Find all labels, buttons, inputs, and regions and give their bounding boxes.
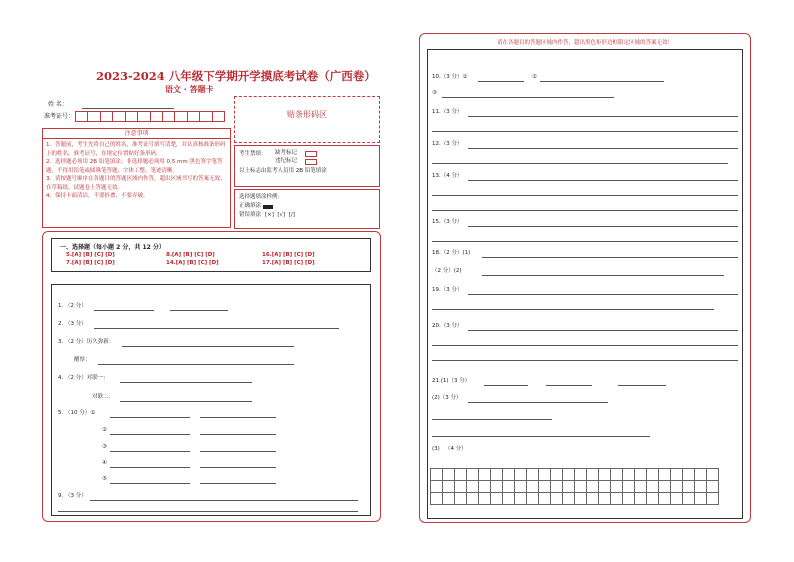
q10-label: 10.（3 分）① [432, 74, 468, 80]
q18b-answer-line[interactable] [482, 275, 724, 276]
q5-answer-line[interactable] [200, 467, 276, 468]
q13-label: 13.（4 分） [432, 173, 463, 179]
q10-mark: ② [532, 74, 537, 80]
notice-box [42, 128, 231, 228]
absent-label: 缺考标记 [275, 150, 298, 156]
q21b-answer-line[interactable] [432, 436, 650, 437]
q18-answer-line[interactable] [482, 257, 738, 258]
right-answer-box [427, 49, 743, 519]
barcode-area [234, 96, 380, 143]
q1-answer-line[interactable] [94, 310, 154, 311]
name-field[interactable] [82, 108, 174, 109]
q2-answer-line[interactable] [94, 328, 339, 329]
mc-option-row[interactable]: 14.[A] [B] [C] [D] [166, 260, 219, 266]
q10-answer-line[interactable] [540, 81, 664, 82]
q21c-label: (3) （4 分） [432, 446, 467, 452]
q18-label: 18.（2 分）(1) [432, 250, 471, 256]
q9-label: 9. （3 分） [58, 493, 87, 499]
q19-answer-line[interactable] [468, 294, 738, 295]
q15-answer-line[interactable] [432, 241, 738, 242]
q13-answer-line[interactable] [432, 195, 738, 196]
q9-answer-line[interactable] [58, 511, 358, 512]
q13-answer-line[interactable] [432, 210, 738, 211]
q21-answer-line[interactable] [546, 385, 592, 386]
name-label: 姓 名： [48, 101, 68, 108]
status-note: 以上标志由监考人员用 2B 铅笔填涂 [239, 168, 327, 174]
q5-answer-line[interactable] [200, 417, 276, 418]
correct-label: 正确填涂 [239, 203, 262, 209]
q4-answer-line[interactable] [120, 382, 252, 383]
q10-answer-line[interactable] [442, 97, 614, 98]
sample-title: 选择题填涂样例： [239, 194, 284, 200]
q4b-label: 对联二： [92, 394, 115, 400]
q5-label: 5. （10 分）① [58, 410, 96, 416]
q21b-answer-line[interactable] [468, 402, 608, 403]
q21b-answer-line[interactable] [432, 419, 552, 420]
right-page [419, 33, 751, 523]
wrong-label: 错误填涂 [239, 212, 262, 218]
mc-option-row[interactable]: 7.[A] [B] [C] [D] [66, 260, 115, 266]
q5-answer-line[interactable] [110, 434, 190, 435]
violation-checkbox[interactable] [305, 159, 317, 165]
q20-answer-line[interactable] [432, 345, 738, 346]
q5-answer-line[interactable] [110, 467, 190, 468]
q3-answer-line[interactable] [122, 346, 294, 347]
q12-answer-line[interactable] [468, 148, 738, 149]
q5-mark: ③ [102, 444, 107, 450]
mc-option-row[interactable]: 8.[A] [B] [C] [D] [166, 252, 215, 258]
barcode-label: 贴条形码区 [287, 110, 327, 119]
q21-answer-line[interactable] [618, 385, 666, 386]
q10-mark: ③ [432, 90, 437, 96]
q3b-label: 醋厚： [74, 357, 91, 363]
exam-subtitle: 语文 · 答题卡 [165, 85, 214, 94]
notice-item: 2．选择题必须用 2B 铅笔填涂；非选择题必须用 0.5 mm 黑色签字笔答题，不得用铅笔或圆珠笔答题；字体工整、笔迹清晰。 [46, 159, 223, 174]
wrong-marks: [×] [√] [/] [265, 212, 295, 218]
q5-answer-line[interactable] [200, 483, 276, 484]
q1-answer-line[interactable] [170, 310, 228, 311]
notice-item: 1．答题前，考生先将自己的姓名，准考证号填写清楚，并认真核准条形码上的姓名，准考证号，在规定位置贴好条形码。 [46, 142, 226, 157]
right-header-note: 请在各题目的答题区域内作答，超出黑色矩形边框限定区域的答案无效！ [496, 40, 673, 46]
q11-answer-line[interactable] [432, 131, 738, 132]
q5-answer-line[interactable] [110, 451, 190, 452]
mc-title: 一、选择题（每小题 2 分，共 12 分） [60, 244, 165, 251]
q19-answer-line[interactable] [432, 309, 714, 310]
q20-label: 20.（3 分） [432, 323, 463, 329]
q21-label: 21.(1)（3 分） [432, 378, 471, 384]
mc-option-row[interactable]: 17.[A] [B] [C] [D] [262, 260, 315, 266]
written-box [51, 284, 371, 516]
violation-label: 违纪标记 [275, 158, 298, 164]
exam-title: 2023-2024 八年级下学期开学摸底考试卷（广西卷） [96, 69, 376, 83]
q5-answer-line[interactable] [200, 451, 276, 452]
q5-answer-line[interactable] [200, 434, 276, 435]
q3-label: 3. （2 分）历久弥新： [58, 339, 115, 345]
q15-answer-line[interactable] [468, 226, 738, 227]
status-box [234, 145, 380, 187]
answer-area [42, 231, 381, 522]
sample-box [234, 189, 380, 229]
exam-id-boxes[interactable] [75, 111, 225, 122]
q4-label: 4. （2 分）对联一： [58, 375, 109, 381]
q12-answer-line[interactable] [432, 163, 728, 164]
q21b-label: (2)（3 分） [432, 395, 462, 401]
q13-answer-line[interactable] [468, 180, 738, 181]
q15-label: 15.（3 分） [432, 219, 463, 225]
q20-answer-line[interactable] [468, 330, 738, 331]
mc-box [51, 238, 371, 272]
q9-answer-line[interactable] [90, 500, 358, 501]
q5-mark: ⑤ [102, 476, 107, 482]
q11-answer-line[interactable] [468, 116, 738, 117]
notice-item: 3．请按题号顺序在各题目的答题区域内作答，超出区域书写的答案无效；在草稿纸、试题卷上答题无效。 [46, 176, 226, 191]
notice-title: 注意事项 [43, 129, 230, 139]
correct-sample-mark [263, 205, 273, 209]
q2-label: 2. （3 分） [58, 321, 87, 327]
q12-label: 12.（3 分） [432, 141, 463, 147]
q19-label: 19.（3 分） [432, 287, 463, 293]
q5-mark: ④ [102, 460, 107, 466]
status-label: 考生禁填： [239, 151, 267, 157]
q21-answer-line[interactable] [484, 385, 528, 386]
exam-id-label: 准考证号： [44, 113, 75, 120]
q10-answer-line[interactable] [478, 81, 524, 82]
q1-label: 1. （2 分） [58, 303, 87, 309]
mc-option-row[interactable]: 16.[A] [B] [C] [D] [262, 252, 315, 258]
q11-label: 11.（3 分） [432, 109, 463, 115]
q4b-answer-line[interactable] [120, 401, 252, 402]
q3b-answer-line[interactable] [98, 364, 294, 365]
notice-item: 4．保持卡面清洁，不要折叠、不要弄破。 [46, 193, 149, 199]
q20-answer-line[interactable] [432, 360, 738, 361]
mc-option-row[interactable]: 5.[A] [B] [C] [D] [66, 252, 115, 258]
composition-grid[interactable] [430, 468, 719, 505]
q5-mark: ② [102, 427, 107, 433]
q5-answer-line[interactable] [110, 417, 190, 418]
q18b-label: （2 分）(2) [432, 268, 462, 274]
absent-checkbox[interactable] [305, 151, 317, 157]
q5-answer-line[interactable] [110, 483, 190, 484]
